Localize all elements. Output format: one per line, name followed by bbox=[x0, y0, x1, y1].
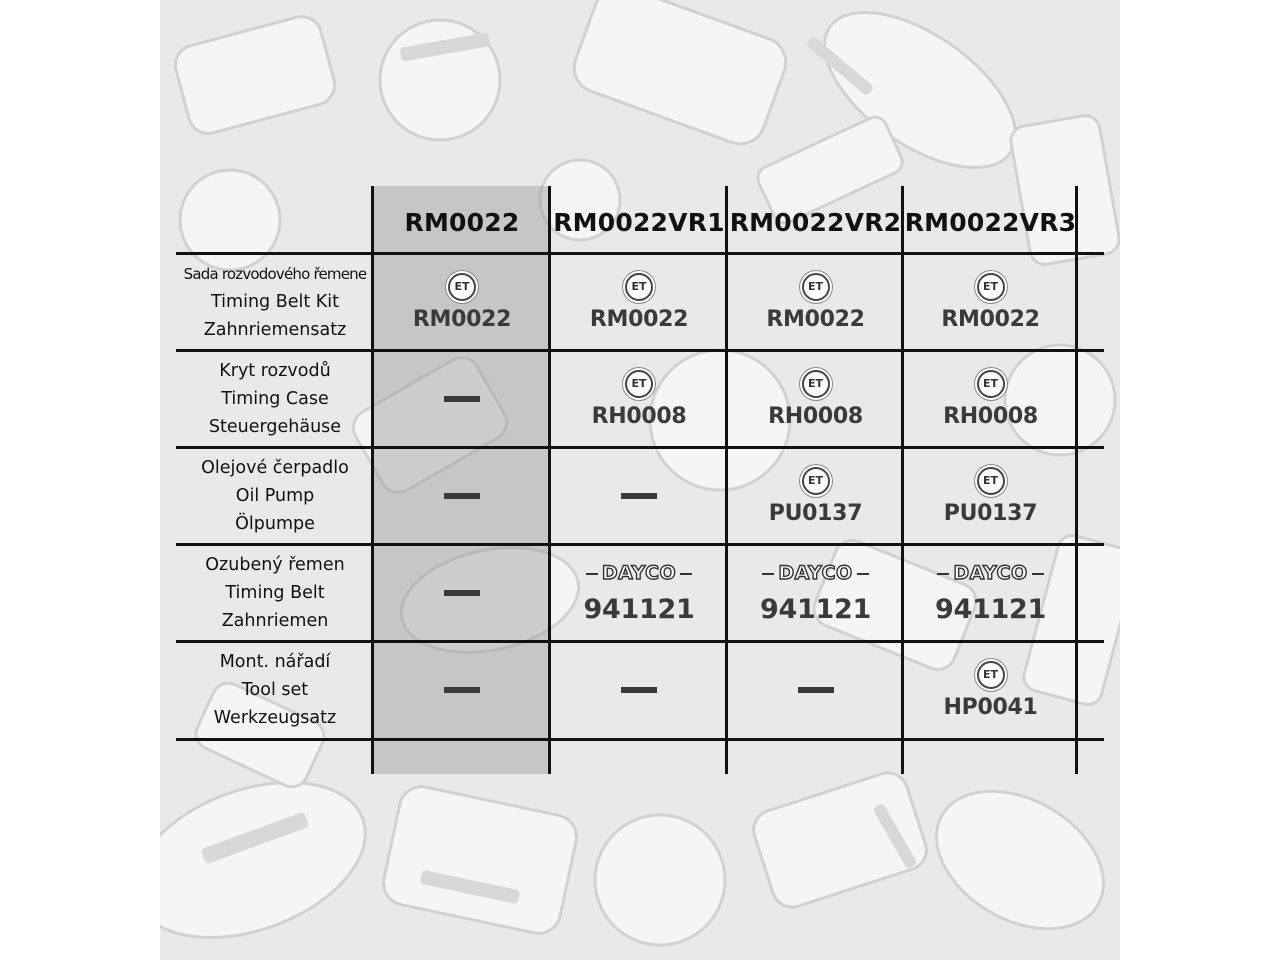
part-code: RM0022 bbox=[941, 306, 1040, 332]
row-label bbox=[176, 449, 374, 543]
row-label-line: Olejové čerpadlo bbox=[201, 458, 349, 478]
part-code: 941121 bbox=[935, 593, 1046, 625]
row-label-line: Timing Belt bbox=[225, 583, 325, 603]
row-label-line: Ozubený řemen bbox=[205, 555, 345, 575]
part-code: RH0008 bbox=[943, 403, 1038, 429]
row-label-line: Mont. nářadí bbox=[219, 652, 331, 672]
dayco-logo: DAYCO bbox=[943, 562, 1037, 584]
part-cell bbox=[904, 449, 1077, 543]
row-label-line: Tool set bbox=[241, 680, 309, 700]
et-logo-icon: ET bbox=[625, 370, 653, 398]
not-included-dash bbox=[621, 493, 657, 499]
column-header: RM0022VR2 bbox=[729, 207, 902, 237]
et-logo-icon: ET bbox=[448, 273, 476, 301]
et-logo-icon: ET bbox=[977, 467, 1005, 495]
part-cell bbox=[551, 546, 727, 640]
row-label-line: Timing Case bbox=[221, 389, 329, 409]
row-label bbox=[176, 255, 374, 349]
part-cell bbox=[728, 449, 903, 543]
part-code: RM0022 bbox=[412, 306, 512, 332]
row-label-line: Zahnriemen bbox=[221, 611, 329, 631]
dayco-logo: DAYCO bbox=[592, 562, 686, 584]
row-label bbox=[176, 643, 374, 737]
row-label-line: Sada rozvodového řemene bbox=[183, 265, 367, 283]
row-label bbox=[176, 546, 374, 640]
row-divider bbox=[176, 738, 1104, 741]
part-cell bbox=[904, 643, 1077, 737]
row-label-line: Ölpumpe bbox=[235, 514, 315, 534]
et-logo-icon: ET bbox=[802, 370, 830, 398]
et-logo-icon: ET bbox=[977, 661, 1005, 689]
part-cell bbox=[551, 255, 727, 349]
part-cell bbox=[728, 352, 903, 446]
part-cell bbox=[374, 255, 550, 349]
part-cell bbox=[551, 352, 727, 446]
not-included-dash bbox=[444, 590, 480, 596]
column-header: RM0022 bbox=[404, 207, 520, 237]
not-included-dash bbox=[621, 687, 657, 693]
row-label-line: Timing Belt Kit bbox=[211, 292, 339, 312]
part-code: RM0022 bbox=[589, 306, 689, 332]
part-cell bbox=[551, 643, 727, 737]
part-code: PU0137 bbox=[768, 500, 863, 526]
part-cell bbox=[728, 255, 903, 349]
part-cell bbox=[904, 546, 1077, 640]
not-included-dash bbox=[444, 687, 480, 693]
et-logo-icon: ET bbox=[802, 467, 830, 495]
et-logo-icon: ET bbox=[977, 273, 1005, 301]
part-cell bbox=[551, 449, 727, 543]
row-label bbox=[176, 352, 374, 446]
row-label-line: Zahnriemensatz bbox=[203, 320, 347, 340]
et-logo-icon: ET bbox=[802, 273, 830, 301]
part-cell bbox=[904, 255, 1077, 349]
not-included-dash bbox=[444, 493, 480, 499]
part-cell bbox=[728, 643, 903, 737]
et-logo-icon: ET bbox=[977, 370, 1005, 398]
column-header: RM0022VR3 bbox=[904, 207, 1077, 237]
part-cell bbox=[374, 546, 550, 640]
part-code: PU0137 bbox=[943, 500, 1038, 526]
part-cell bbox=[374, 352, 550, 446]
et-logo-icon: ET bbox=[625, 273, 653, 301]
part-code: RH0008 bbox=[768, 403, 863, 429]
dayco-logo: DAYCO bbox=[768, 562, 862, 584]
row-label-line: Kryt rozvodů bbox=[219, 361, 331, 381]
part-cell bbox=[904, 352, 1077, 446]
column-header: RM0022VR1 bbox=[553, 207, 725, 237]
part-code: 941121 bbox=[583, 593, 695, 625]
part-cell bbox=[374, 643, 550, 737]
row-label-line: Werkzeugsatz bbox=[213, 708, 337, 728]
part-code: RH0008 bbox=[591, 403, 687, 429]
not-included-dash bbox=[444, 396, 480, 402]
part-code: HP0041 bbox=[943, 694, 1038, 720]
not-included-dash bbox=[798, 687, 834, 693]
part-cell bbox=[374, 449, 550, 543]
row-label-line: Steuergehäuse bbox=[208, 417, 342, 437]
part-code: 941121 bbox=[760, 593, 871, 625]
row-label-line: Oil Pump bbox=[235, 486, 315, 506]
part-code: RM0022 bbox=[766, 306, 865, 332]
part-cell bbox=[728, 546, 903, 640]
